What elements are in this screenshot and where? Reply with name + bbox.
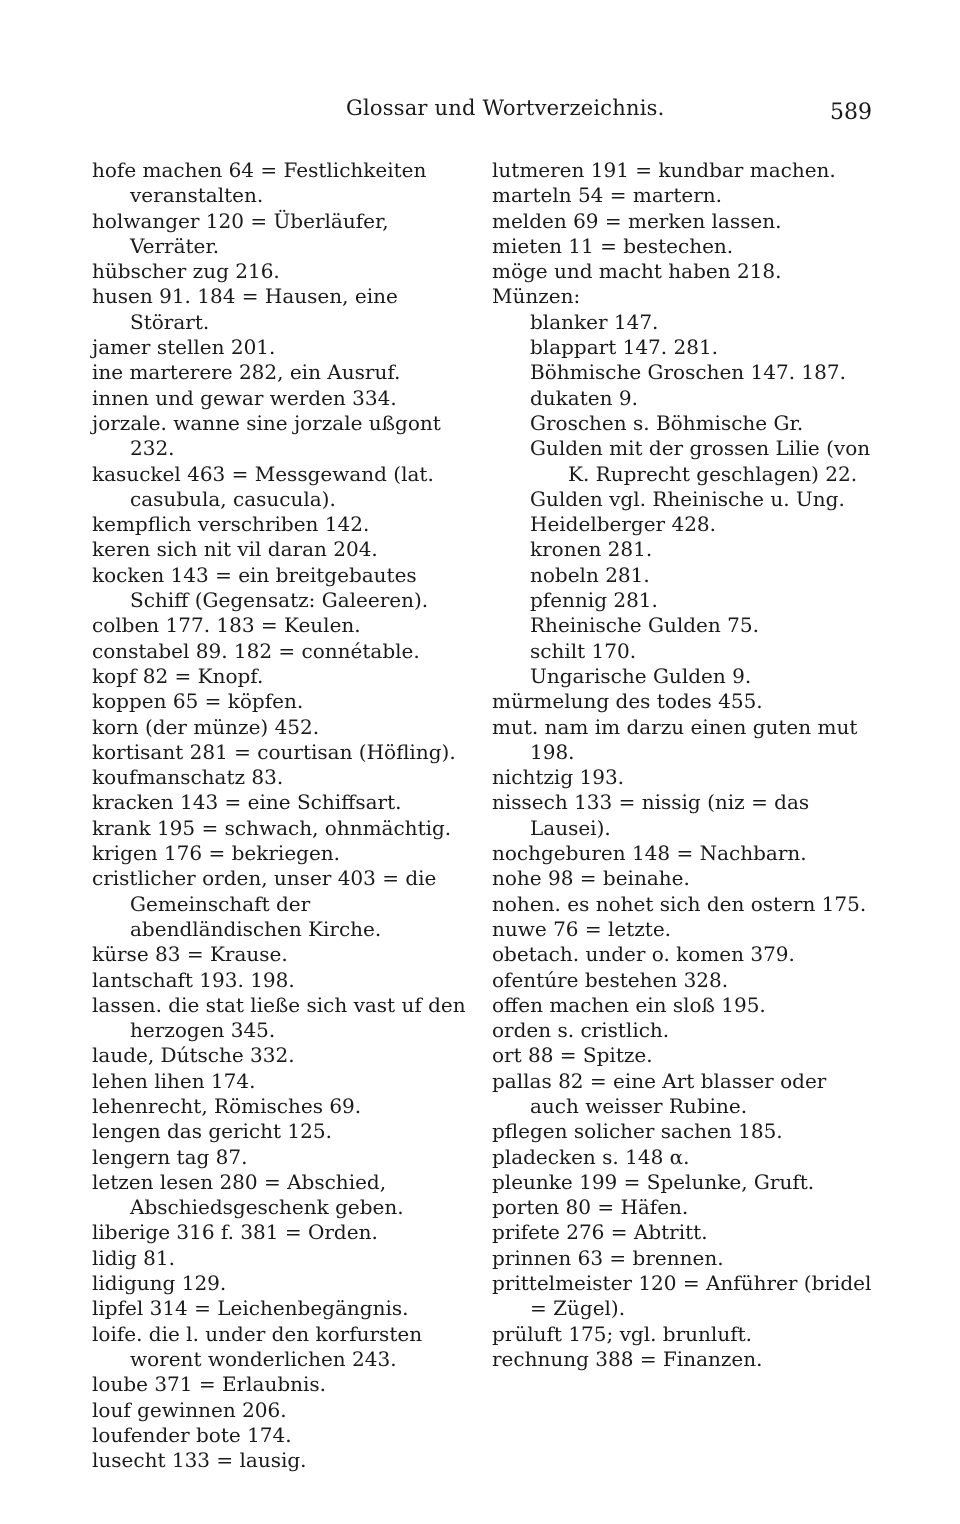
glossary-entry: nochgeburen 148 = Nachbarn. (492, 841, 807, 866)
glossary-entry: pflegen solicher sachen 185. (492, 1119, 783, 1144)
glossary-entry: rechnung 388 = Finanzen. (492, 1346, 763, 1371)
glossary-entry: lusecht 133 = lausig. (92, 1448, 307, 1473)
glossary-entry: möge und macht haben 218. (492, 259, 782, 284)
muenzen-item: dukaten 9. (530, 385, 638, 410)
glossary-entry: koppen 65 = köpfen. (92, 689, 304, 714)
glossary-entry: nissech 133 = nissig (niz = das Lausei). (492, 790, 810, 840)
glossary-entry: kasuckel 463 = Messgewand (lat. casubula, casucula). (92, 461, 434, 511)
glossary-entry: keren sich nit vil daran 204. (92, 537, 378, 562)
muenzen-item: kronen 281. (530, 537, 653, 562)
glossary-entry: pleunke 199 = Spelunke, Gruft. (492, 1169, 815, 1194)
glossary-entry: nichtzig 193. (492, 765, 625, 790)
glossary-entry: melden 69 = merken lassen. (492, 208, 782, 233)
glossary-entry: kortisant 281 = courtisan (Höfling). (92, 739, 456, 764)
muenzen-item: schilt 170. (530, 638, 637, 663)
page-number: 589 (830, 100, 872, 125)
glossary-entry: pladecken s. 148 α. (492, 1144, 690, 1169)
glossary-entry: kürse 83 = Krause. (92, 942, 288, 967)
muenzen-item: Böhmische Groschen 147. 187. (530, 360, 846, 385)
muenzen-item: Gulden mit der grossen Lilie (von K. Ruprecht geschlagen) 22. (530, 436, 871, 486)
muenzen-item: Ungarische Gulden 9. (530, 663, 752, 688)
glossary-entry: cristlicher orden, unser 403 = die Gemeinschaft der abendländischen Kirche. (92, 866, 437, 941)
muenzen-item: nobeln 281. (530, 562, 650, 587)
glossary-entry: nohen. es nohet sich den ostern 175. (492, 891, 867, 916)
glossary-entry: jorzale. wanne sine jorzale ußgont 232. (92, 410, 441, 461)
glossary-entry: offen machen ein sloß 195. (492, 992, 766, 1017)
glossary-entry: letzen lesen 280 = Abschied, Abschiedsgeschenk geben. (92, 1169, 404, 1220)
glossary-entry: krigen 176 = bekriegen. (92, 841, 341, 866)
muenzen-sublist (492, 310, 872, 689)
glossary-entry: prifete 276 = Abtritt. (492, 1220, 708, 1245)
glossary-entry: korn (der münze) 452. (92, 714, 320, 739)
glossary-entry: lipfel 314 = Leichenbegängnis. (92, 1296, 409, 1321)
glossary-entry: mürmelung des todes 455. (492, 689, 763, 714)
glossary-entry: hübscher zug 216. (92, 259, 280, 284)
glossary-entry: kracken 143 = eine Schiffsart. (92, 790, 402, 815)
glossary-entry: prüluft 175; vgl. brunluft. (492, 1321, 752, 1346)
glossary-entry: nuwe 76 = letzte. (492, 916, 672, 941)
glossary-entry: ofentúre bestehen 328. (492, 967, 729, 992)
glossary-entry: lidigung 129. (92, 1271, 227, 1296)
glossary-entry: innen und gewar werden 334. (92, 385, 397, 410)
left-column (92, 158, 472, 1473)
glossary-entry: prittelmeister 120 = Anführer (bridel = Zügel). (492, 1271, 872, 1321)
glossary-entry: marteln 54 = martern. (492, 183, 722, 208)
glossary-entry: lengen das gericht 125. (92, 1119, 332, 1144)
glossary-entry: koufmanschatz 83. (92, 765, 284, 790)
glossary-entry: lehen lihen 174. (92, 1068, 256, 1093)
glossary-entry: ort 88 = Spitze. (492, 1043, 653, 1068)
glossary-entry: liberige 316 f. 381 = Orden. (92, 1220, 378, 1245)
muenzen-item: pfennig 281. (530, 588, 658, 613)
glossary-entry: lehenrecht, Römisches 69. (92, 1093, 362, 1118)
glossary-entry: husen 91. 184 = Hausen, eine Störart. (92, 284, 398, 334)
glossary-entry: loube 371 = Erlaubnis. (92, 1372, 327, 1397)
muenzen-item: blanker 147. (530, 309, 659, 334)
glossary-entry: jamer stellen 201. (92, 335, 276, 360)
glossary-entry: mieten 11 = bestechen. (492, 233, 734, 258)
glossary-entry: orden s. cristlich. (492, 1018, 670, 1043)
glossary-entry: lidig 81. (92, 1245, 175, 1270)
glossary-entry: lutmeren 191 = kundbar machen. (492, 158, 836, 182)
glossary-entry: kocken 143 = ein breitgebautes Schiff (Gegensatz: Galeeren). (92, 562, 429, 613)
glossary-entry: constabel 89. 182 = connétable. (92, 638, 420, 663)
glossary-entry: krank 195 = schwach, ohnmächtig. (92, 815, 452, 840)
glossary-entry: loife. die l. under den korfursten worent wonderlichen 243. (92, 1321, 423, 1371)
glossary-entry: louf gewinnen 206. (92, 1397, 287, 1422)
glossary-entry: lantschaft 193. 198. (92, 967, 295, 992)
right-column (492, 158, 872, 1372)
glossary-entry: obetach. under o. komen 379. (492, 942, 795, 967)
glossary-entry: prinnen 63 = brennen. (492, 1245, 724, 1270)
glossary-entry: mut. nam im darzu einen guten mut 198. (492, 714, 858, 764)
muenzen-item: blappart 147. 281. (530, 335, 719, 360)
glossary-entry: pallas 82 = eine Art blasser oder auch weisser Rubine. (492, 1068, 827, 1118)
glossary-entry: lassen. die stat ließe sich vast uf den herzogen 345. (92, 992, 466, 1043)
glossary-entry: hofe machen 64 = Festlichkeiten veranstalten. (92, 158, 427, 208)
glossary-entry: porten 80 = Häfen. (492, 1195, 689, 1220)
glossary-entry: lengern tag 87. (92, 1144, 248, 1169)
glossary-entry: kempflich verschriben 142. (92, 512, 370, 537)
glossary-entry: kopf 82 = Knopf. (92, 663, 264, 688)
running-head: Glossar und Wortverzeichnis. (346, 96, 665, 120)
muenzen-item: Groschen s. Böhmische Gr. (530, 410, 804, 435)
glossary-entry: holwanger 120 = Überläufer, Verräter. (92, 208, 389, 258)
muenzen-item: Gulden vgl. Rheinische u. Ung. (530, 486, 845, 511)
glossary-entry: nohe 98 = beinahe. (492, 866, 690, 891)
muenzen-item: Heidelberger 428. (530, 512, 716, 537)
glossary-entry: laude, Dútsche 332. (92, 1043, 295, 1068)
muenzen-heading: Münzen: (492, 284, 581, 309)
glossary-entry: ine marterere 282, ein Ausruf. (92, 360, 401, 385)
glossary-entry: colben 177. 183 = Keulen. (92, 613, 361, 638)
glossary-entry: loufender bote 174. (92, 1422, 292, 1447)
muenzen-item: Rheinische Gulden 75. (530, 613, 759, 638)
